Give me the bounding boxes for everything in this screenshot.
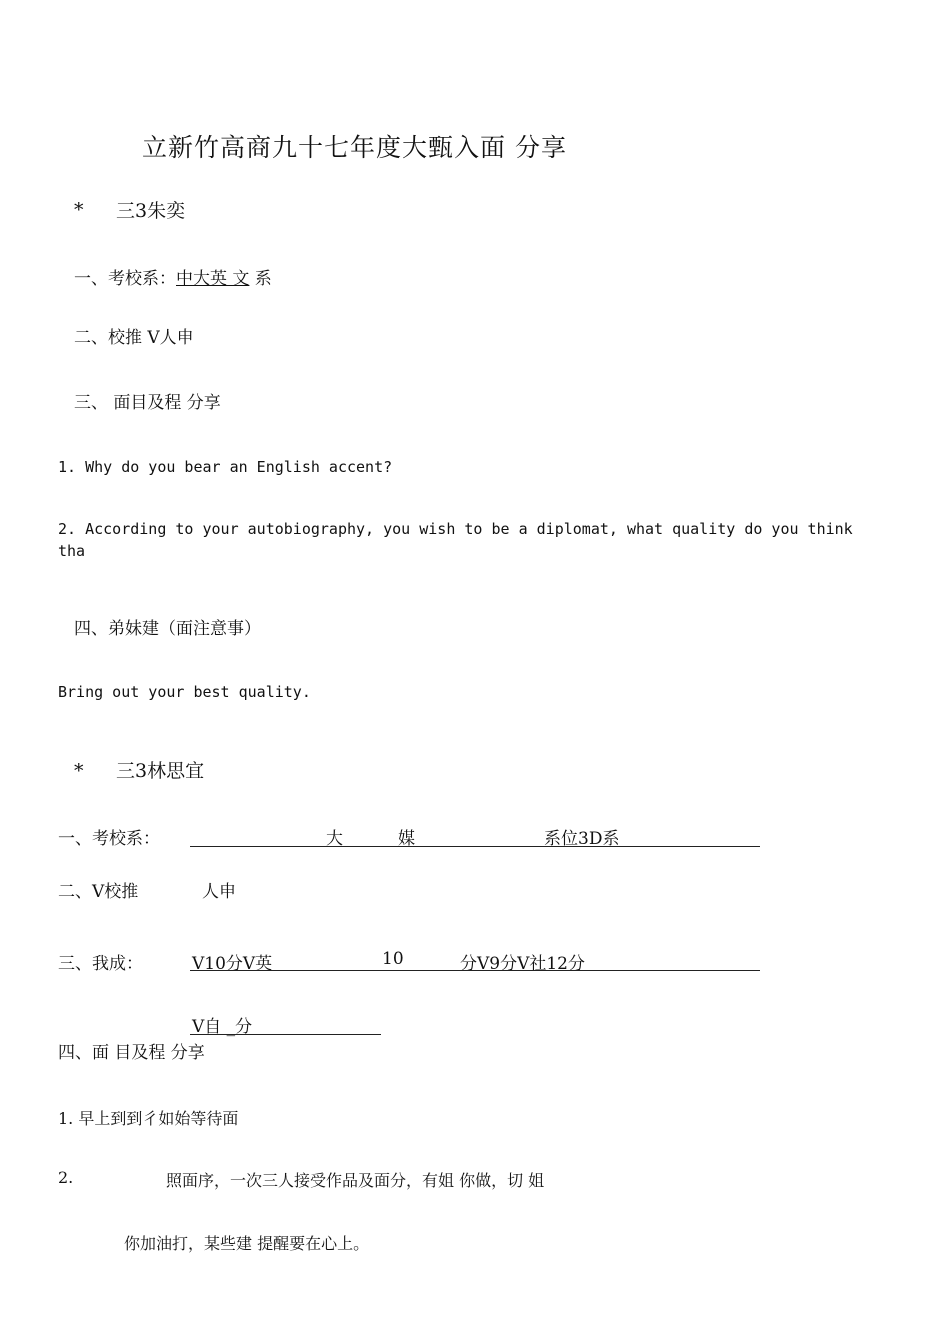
admission-type-value: 人申 [202, 882, 236, 902]
section-exam-school [74, 264, 272, 289]
student-name: 三3朱奕 [116, 200, 186, 222]
score-part-1: V10分V英 [192, 954, 273, 974]
score-part-4: V自 _分 [192, 1017, 253, 1037]
section-label: 一、考校系： [58, 829, 160, 849]
underline-rule [190, 846, 760, 847]
section-interview-share: 四、面 目及程 分享 [58, 1043, 205, 1063]
school-field-part-1: 大 [326, 829, 343, 849]
question-2-line2: tha [58, 542, 86, 560]
question-1: 1. Why do you bear an English accent? [58, 458, 393, 476]
question-2-line1: 2. According to your autobiography, you wish to be a diplomat, what quality do you think [58, 520, 853, 538]
paragraph-2-continued: 你加油打，某些建 提醒要在心上。 [124, 1234, 370, 1253]
paragraph-1: 1. 早上到到彳如始等待面 [58, 1109, 239, 1128]
underline-rule [190, 970, 760, 971]
paragraph-2-text: 照面序，一次三人接受作品及面分，有姐 你做，切 姐 [166, 1171, 545, 1190]
section-label: 三、我成： [58, 954, 143, 974]
bullet-star: * [74, 760, 84, 782]
section-interview-share: 三、 面目及程 分享 [74, 393, 221, 413]
department-suffix: 系 [249, 269, 272, 289]
section-label: 二、V校推 [58, 882, 139, 902]
underline-rule [190, 1034, 381, 1035]
section-advice: 四、弟妹建（面注意事） [74, 619, 261, 639]
school-field-part-3: 系位3D系 [544, 829, 620, 849]
paragraph-2-number: 2. [58, 1168, 74, 1187]
section-label: 一、考校系： [74, 269, 176, 289]
bullet-star: * [74, 199, 84, 221]
page-title: 立新竹高商九十七年度大甄入面 分享 [142, 133, 567, 162]
school-name: 中大 [176, 269, 210, 289]
section-admission-type: 二、校推 V人申 [74, 328, 194, 348]
advice-text: Bring out your best quality. [58, 683, 311, 701]
student-name: 三3林思宜 [116, 760, 205, 782]
score-part-2: 10 [382, 949, 404, 969]
school-field-part-2: 媒 [398, 829, 415, 849]
department-name: 英 文 [210, 269, 250, 289]
score-part-3: 分V9分V社12分 [460, 954, 586, 974]
